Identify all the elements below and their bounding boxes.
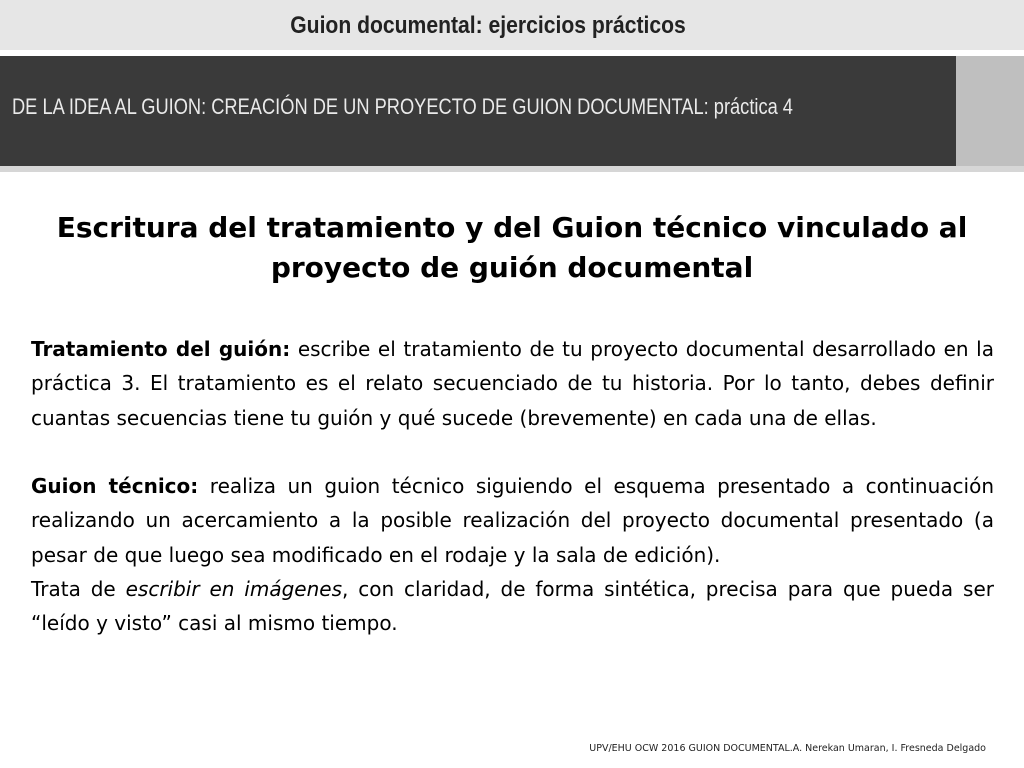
section-band-text xyxy=(12,94,793,120)
paragraph-tratamiento-text: escribe el tratamiento de tu proyecto documental desarrollado en la práctica 3. El tratamiento es el relato secuenciado de tu historia. Por lo tanto, debes definir cuantas secuencias tiene tu guión y qué sucede (brevemente) en cada una de ellas. xyxy=(31,337,994,430)
paragraph-guion-tecnico-label: Guion técnico: xyxy=(31,474,199,499)
footer-credit: UPV/EHU OCW 2016 GUION DOCUMENTAL.A. Nerekan Umaran, I. Fresneda Delgado xyxy=(589,743,986,754)
slide-heading xyxy=(24,208,1000,288)
paragraph-guion-tecnico xyxy=(31,469,994,572)
section-band-tail: práctica 4 xyxy=(708,94,793,119)
paragraph-spacer xyxy=(31,435,994,469)
paragraph-tratamiento-label: Tratamiento del guión: xyxy=(31,337,291,361)
slide-body xyxy=(31,332,994,641)
section-band-caps: DE LA IDEA AL GUION: CREACIÓN DE UN PROYECTO DE GUION DOCUMENTAL: xyxy=(12,94,709,119)
paragraph-imagenes xyxy=(31,572,994,641)
header-bar xyxy=(0,0,1024,50)
paragraph-guion-tecnico-text: realiza un guion técnico siguiendo el esquema presentado a continuación realizando un acercamiento a la posible realización del proyecto documental presentado (a pesar de que luego sea modificado en el rodaje y la sala de edición). xyxy=(31,474,995,567)
section-band-accent xyxy=(956,56,1024,166)
paragraph-tratamiento xyxy=(31,332,994,435)
slide-heading-line-1: Escritura del tratamiento y del Guion técnico vinculado al xyxy=(56,211,968,244)
slide-heading-line-2: proyecto de guión documental xyxy=(270,251,754,284)
paragraph-imagenes-emphasis: escribir en imágenes xyxy=(125,577,343,602)
paragraph-imagenes-post: , con claridad, de forma sintética, precisa para que pueda ser “leído y visto” casi al mismo tiempo. xyxy=(31,577,994,636)
section-band-underline xyxy=(0,166,1024,172)
paragraph-imagenes-pre: Trata de xyxy=(31,577,126,602)
course-title: Guion documental: ejercicios prácticos xyxy=(290,12,686,39)
